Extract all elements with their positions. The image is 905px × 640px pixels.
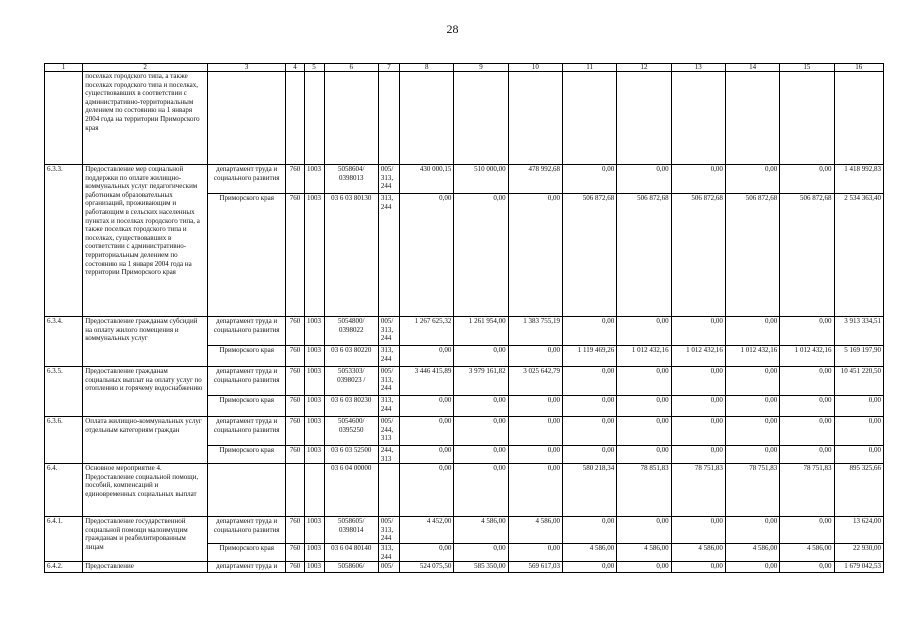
empty-cell bbox=[834, 72, 883, 165]
executor: департамент труда и социального развития bbox=[207, 517, 285, 544]
csr-code: 5053303/ 0398023 / bbox=[324, 367, 378, 396]
value-cell: 0,00 bbox=[562, 446, 616, 464]
value-cell: 0,00 bbox=[617, 562, 671, 573]
value-cell: 0,00 bbox=[780, 317, 834, 346]
value-cell: 1 012 432,16 bbox=[725, 346, 779, 367]
row-number: 6.3.6. bbox=[45, 417, 83, 464]
value-cell: 2 534 363,40 bbox=[834, 194, 883, 317]
csr-code: 03 6 04 00000 bbox=[324, 464, 378, 517]
value-cell: 0,00 bbox=[454, 417, 508, 446]
vr-code: 005/ 313, 244 bbox=[378, 517, 399, 544]
grbs-code: 760 bbox=[286, 417, 304, 446]
activity-name: Предоставление гражданам социальных выплат на оплату услуг по отоплению и горячему водоснабжению bbox=[83, 367, 208, 417]
continuation-row bbox=[45, 72, 884, 165]
executor: Приморского края bbox=[207, 194, 285, 317]
value-cell: 430 000,15 bbox=[400, 165, 454, 194]
value-cell: 0,00 bbox=[454, 396, 508, 417]
rzpr-code: 1003 bbox=[304, 165, 324, 194]
value-cell: 0,00 bbox=[834, 396, 883, 417]
vr-code: 005/ 313, 244 bbox=[378, 317, 399, 346]
value-cell: 5 169 197,90 bbox=[834, 346, 883, 367]
activity-name: Основное мероприятие 4. Предоставление социальной помощи, пособий, компенсаций и единовременных социальных выплат bbox=[83, 464, 208, 517]
value-cell: 0,00 bbox=[400, 194, 454, 317]
value-cell: 585 350,00 bbox=[454, 562, 508, 573]
activity-name: Предоставление гражданам субсидий на оплату жилого помещения и коммунальных услуг bbox=[83, 317, 208, 367]
value-cell: 506 872,68 bbox=[562, 194, 616, 317]
rzpr-code bbox=[304, 464, 324, 517]
csr-code: 5054600/ 0395250 bbox=[324, 417, 378, 446]
value-cell: 580 218,34 bbox=[562, 464, 616, 517]
value-cell: 3 979 161,82 bbox=[454, 367, 508, 396]
value-cell: 10 451 220,50 bbox=[834, 367, 883, 396]
empty-cell bbox=[725, 72, 779, 165]
value-cell: 1 383 755,19 bbox=[508, 317, 562, 346]
row-number: 6.3.5. bbox=[45, 367, 83, 417]
value-cell: 0,00 bbox=[725, 446, 779, 464]
rzpr-code: 1003 bbox=[304, 562, 324, 573]
value-cell: 1 119 469,26 bbox=[562, 346, 616, 367]
value-cell: 0,00 bbox=[780, 367, 834, 396]
value-cell: 0,00 bbox=[508, 417, 562, 446]
rzpr-code: 1003 bbox=[304, 446, 324, 464]
value-cell: 0,00 bbox=[508, 544, 562, 562]
column-header: 1 bbox=[45, 64, 83, 72]
column-header: 12 bbox=[617, 64, 671, 72]
rzpr-code: 1003 bbox=[304, 317, 324, 346]
value-cell: 0,00 bbox=[400, 544, 454, 562]
vr-code: 005/ 313, 244 bbox=[378, 165, 399, 194]
empty-cell bbox=[617, 72, 671, 165]
value-cell: 506 872,68 bbox=[671, 194, 725, 317]
value-cell: 0,00 bbox=[671, 517, 725, 544]
row-number: 6.3.3. bbox=[45, 165, 83, 317]
row-number: 6.4.2. bbox=[45, 562, 83, 573]
value-cell: 0,00 bbox=[562, 417, 616, 446]
value-cell: 0,00 bbox=[671, 317, 725, 346]
value-cell: 78 751,83 bbox=[671, 464, 725, 517]
value-cell: 0,00 bbox=[617, 367, 671, 396]
page-number: 28 bbox=[446, 22, 459, 36]
empty-cell bbox=[324, 72, 378, 165]
value-cell: 1 012 432,16 bbox=[617, 346, 671, 367]
activity-name: Предоставление bbox=[83, 562, 208, 573]
header-row bbox=[45, 64, 884, 72]
csr-code: 03 6 03 52500 bbox=[324, 446, 378, 464]
value-cell: 4 452,00 bbox=[400, 517, 454, 544]
vr-code: 005/ bbox=[378, 562, 399, 573]
table-row bbox=[45, 317, 884, 346]
value-cell: 0,00 bbox=[725, 396, 779, 417]
value-cell: 0,00 bbox=[508, 396, 562, 417]
value-cell: 0,00 bbox=[617, 417, 671, 446]
csr-code: 03 6 03 80130 bbox=[324, 194, 378, 317]
grbs-code: 760 bbox=[286, 562, 304, 573]
grbs-code: 760 bbox=[286, 346, 304, 367]
vr-code: 313, 244 bbox=[378, 346, 399, 367]
column-header: 11 bbox=[562, 64, 616, 72]
value-cell: 78 751,83 bbox=[780, 464, 834, 517]
executor: департамент труда и bbox=[207, 562, 285, 573]
value-cell: 0,00 bbox=[780, 517, 834, 544]
value-cell: 1 261 954,00 bbox=[454, 317, 508, 346]
value-cell: 0,00 bbox=[508, 346, 562, 367]
csr-code: 5054800/ 0398022 bbox=[324, 317, 378, 346]
empty-cell bbox=[508, 72, 562, 165]
activity-name: Предоставление государственной социальной помощи малоимущим гражданам и реабилитированным лицам bbox=[83, 517, 208, 562]
value-cell: 3 025 642,79 bbox=[508, 367, 562, 396]
activity-name: Предоставление мер социальной поддержки по оплате жилищно-коммунальных услуг педагогическим работникам образовательных организаций, проживающим и работающим в сельских населенных пунктах и поселках городского типа, а также поселках городского типа и поселках, существовавших в соответствии с административно-территориальным делением по состоянию на 1 января 2004 года на территории Приморского края bbox=[83, 165, 208, 317]
empty-cell bbox=[286, 72, 304, 165]
executor: Приморского края bbox=[207, 346, 285, 367]
value-cell: 78 851,83 bbox=[617, 464, 671, 517]
value-cell: 0,00 bbox=[454, 446, 508, 464]
value-cell: 569 617,03 bbox=[508, 562, 562, 573]
empty-cell bbox=[304, 72, 324, 165]
csr-code: 03 6 03 80220 bbox=[324, 346, 378, 367]
value-cell: 78 751,83 bbox=[725, 464, 779, 517]
value-cell: 524 075,50 bbox=[400, 562, 454, 573]
value-cell: 0,00 bbox=[671, 367, 725, 396]
value-cell: 1 012 432,16 bbox=[780, 346, 834, 367]
value-cell: 506 872,68 bbox=[725, 194, 779, 317]
value-cell: 0,00 bbox=[562, 165, 616, 194]
grbs-code: 760 bbox=[286, 396, 304, 417]
value-cell: 0,00 bbox=[671, 165, 725, 194]
rzpr-code: 1003 bbox=[304, 544, 324, 562]
executor: департамент труда и социального развития bbox=[207, 417, 285, 446]
csr-code: 5058605/ 0398014 bbox=[324, 517, 378, 544]
row-number: 6.4.1. bbox=[45, 517, 83, 562]
value-cell: 0,00 bbox=[725, 517, 779, 544]
value-cell: 0,00 bbox=[780, 165, 834, 194]
table-row bbox=[45, 417, 884, 446]
column-header: 5 bbox=[304, 64, 324, 72]
value-cell: 0,00 bbox=[617, 317, 671, 346]
value-cell: 0,00 bbox=[454, 464, 508, 517]
grbs-code: 760 bbox=[286, 446, 304, 464]
value-cell: 0,00 bbox=[617, 517, 671, 544]
column-header: 9 bbox=[454, 64, 508, 72]
value-cell: 0,00 bbox=[562, 562, 616, 573]
value-cell: 0,00 bbox=[617, 396, 671, 417]
column-header: 8 bbox=[400, 64, 454, 72]
executor: Приморского края bbox=[207, 544, 285, 562]
rzpr-code: 1003 bbox=[304, 517, 324, 544]
grbs-code: 760 bbox=[286, 194, 304, 317]
value-cell: 0,00 bbox=[725, 367, 779, 396]
vr-code: 005/ 244, 313 bbox=[378, 417, 399, 446]
value-cell: 0,00 bbox=[780, 417, 834, 446]
value-cell: 3 446 415,89 bbox=[400, 367, 454, 396]
rzpr-code: 1003 bbox=[304, 346, 324, 367]
empty-cell bbox=[780, 72, 834, 165]
empty-cell bbox=[378, 72, 399, 165]
rzpr-code: 1003 bbox=[304, 367, 324, 396]
value-cell: 0,00 bbox=[780, 562, 834, 573]
column-header: 7 bbox=[378, 64, 399, 72]
vr-code: 313, 244 bbox=[378, 396, 399, 417]
value-cell: 4 586,00 bbox=[780, 544, 834, 562]
value-cell: 0,00 bbox=[780, 446, 834, 464]
value-cell: 1 679 042,53 bbox=[834, 562, 883, 573]
value-cell: 0,00 bbox=[725, 165, 779, 194]
empty-cell bbox=[562, 72, 616, 165]
value-cell: 0,00 bbox=[671, 446, 725, 464]
value-cell: 0,00 bbox=[508, 464, 562, 517]
executor: Приморского края bbox=[207, 396, 285, 417]
grbs-code bbox=[286, 464, 304, 517]
value-cell: 0,00 bbox=[834, 417, 883, 446]
value-cell: 0,00 bbox=[400, 396, 454, 417]
value-cell: 4 586,00 bbox=[508, 517, 562, 544]
value-cell: 0,00 bbox=[617, 446, 671, 464]
row-number: 6.4. bbox=[45, 464, 83, 517]
grbs-code: 760 bbox=[286, 544, 304, 562]
value-cell: 0,00 bbox=[454, 194, 508, 317]
table-row bbox=[45, 562, 884, 573]
column-header: 16 bbox=[834, 64, 883, 72]
executor: департамент труда и социального развития bbox=[207, 367, 285, 396]
value-cell: 0,00 bbox=[508, 194, 562, 317]
value-cell: 13 624,00 bbox=[834, 517, 883, 544]
value-cell: 4 586,00 bbox=[725, 544, 779, 562]
value-cell: 0,00 bbox=[400, 464, 454, 517]
budget-table bbox=[44, 63, 884, 573]
value-cell: 0,00 bbox=[671, 562, 725, 573]
column-header: 4 bbox=[286, 64, 304, 72]
column-header: 2 bbox=[83, 64, 208, 72]
vr-code: 005/ 313, 244 bbox=[378, 367, 399, 396]
value-cell: 506 872,68 bbox=[617, 194, 671, 317]
value-cell: 510 000,00 bbox=[454, 165, 508, 194]
grbs-code: 760 bbox=[286, 367, 304, 396]
executor bbox=[207, 464, 285, 517]
vr-code: 313, 244 bbox=[378, 194, 399, 317]
empty-cell bbox=[400, 72, 454, 165]
value-cell: 4 586,00 bbox=[562, 544, 616, 562]
column-header: 13 bbox=[671, 64, 725, 72]
value-cell: 0,00 bbox=[617, 165, 671, 194]
value-cell: 0,00 bbox=[562, 367, 616, 396]
activity-name: поселках городского типа, а также поселках городского типа и поселках, существовавших в соответствии с административно-территориальным делением по состоянию на 1 января 2004 года на территории Приморского края bbox=[83, 72, 208, 165]
value-cell: 0,00 bbox=[671, 396, 725, 417]
column-header: 15 bbox=[780, 64, 834, 72]
value-cell: 0,00 bbox=[725, 562, 779, 573]
column-header: 10 bbox=[508, 64, 562, 72]
value-cell: 0,00 bbox=[454, 544, 508, 562]
vr-code bbox=[378, 464, 399, 517]
value-cell: 1 267 625,32 bbox=[400, 317, 454, 346]
value-cell: 0,00 bbox=[400, 417, 454, 446]
empty-cell bbox=[671, 72, 725, 165]
value-cell: 478 992,68 bbox=[508, 165, 562, 194]
value-cell: 4 586,00 bbox=[454, 517, 508, 544]
executor: департамент труда и социального развития bbox=[207, 165, 285, 194]
value-cell: 4 586,00 bbox=[617, 544, 671, 562]
value-cell: 4 586,00 bbox=[671, 544, 725, 562]
value-cell: 895 325,66 bbox=[834, 464, 883, 517]
column-header: 6 bbox=[324, 64, 378, 72]
row-number bbox=[45, 72, 83, 165]
value-cell: 0,00 bbox=[671, 417, 725, 446]
value-cell: 0,00 bbox=[562, 517, 616, 544]
csr-code: 5058604/ 0398013 bbox=[324, 165, 378, 194]
executor: департамент труда и социального развития bbox=[207, 317, 285, 346]
vr-code: 313, 244 bbox=[378, 544, 399, 562]
table-row bbox=[45, 464, 884, 517]
value-cell: 3 913 334,51 bbox=[834, 317, 883, 346]
value-cell: 22 930,00 bbox=[834, 544, 883, 562]
rzpr-code: 1003 bbox=[304, 194, 324, 317]
value-cell: 0,00 bbox=[725, 417, 779, 446]
value-cell: 0,00 bbox=[834, 446, 883, 464]
empty-cell bbox=[207, 72, 285, 165]
value-cell: 506 872,68 bbox=[780, 194, 834, 317]
grbs-code: 760 bbox=[286, 517, 304, 544]
row-number: 6.3.4. bbox=[45, 317, 83, 367]
value-cell: 0,00 bbox=[562, 396, 616, 417]
activity-name: Оплата жилищно-коммунальных услуг отдельным категориям граждан bbox=[83, 417, 208, 464]
grbs-code: 760 bbox=[286, 317, 304, 346]
csr-code: 5058606/ bbox=[324, 562, 378, 573]
grbs-code: 760 bbox=[286, 165, 304, 194]
rzpr-code: 1003 bbox=[304, 417, 324, 446]
csr-code: 03 6 04 80140 bbox=[324, 544, 378, 562]
executor: Приморского края bbox=[207, 446, 285, 464]
value-cell: 0,00 bbox=[454, 346, 508, 367]
table-row bbox=[45, 517, 884, 544]
value-cell: 0,00 bbox=[562, 317, 616, 346]
table-row bbox=[45, 367, 884, 396]
value-cell: 0,00 bbox=[780, 396, 834, 417]
rzpr-code: 1003 bbox=[304, 396, 324, 417]
value-cell: 1 012 432,16 bbox=[671, 346, 725, 367]
vr-code: 244, 313 bbox=[378, 446, 399, 464]
value-cell: 0,00 bbox=[508, 446, 562, 464]
column-header: 3 bbox=[207, 64, 285, 72]
column-header: 14 bbox=[725, 64, 779, 72]
csr-code: 03 6 03 80230 bbox=[324, 396, 378, 417]
table-row bbox=[45, 165, 884, 194]
empty-cell bbox=[454, 72, 508, 165]
value-cell: 1 418 992,83 bbox=[834, 165, 883, 194]
value-cell: 0,00 bbox=[400, 446, 454, 464]
value-cell: 0,00 bbox=[400, 346, 454, 367]
value-cell: 0,00 bbox=[725, 317, 779, 346]
